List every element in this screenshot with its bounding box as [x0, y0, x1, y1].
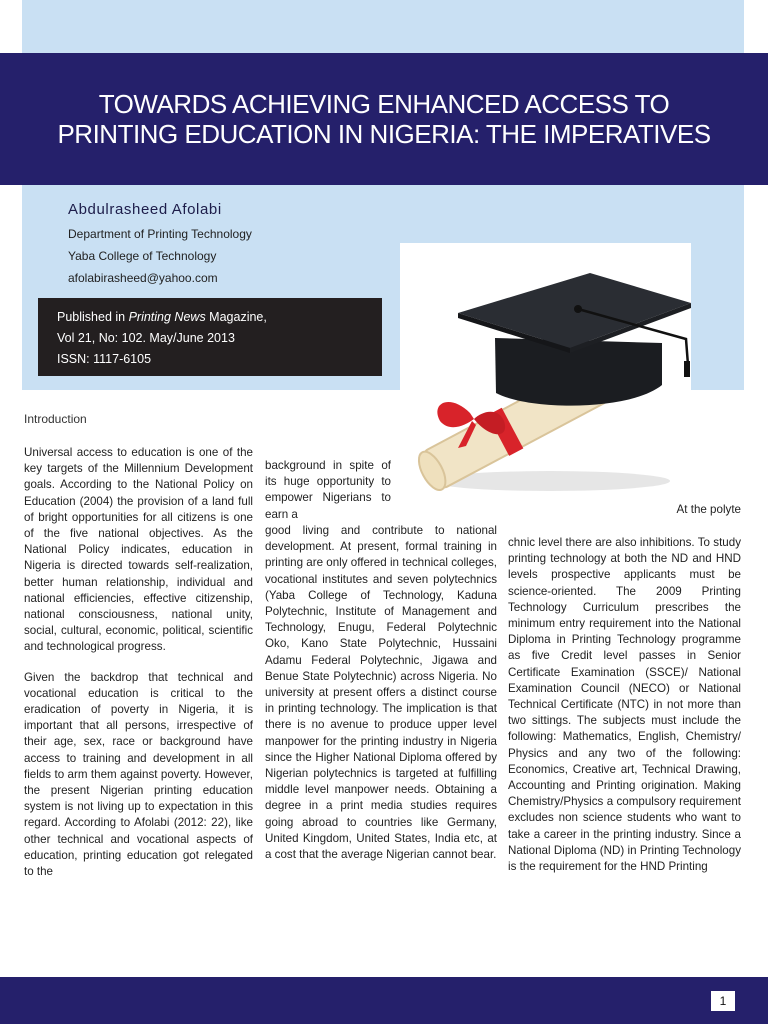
col1-paragraph-2: Given the backdrop that technical and vocational education is critical to the eradication of poverty in Nigeria, it is important that all persons, irrespective of their age, sex, race or background have access to training and development in all fields to arm them against poverty. However, the present Nigerian printing education system is not living up to expectation in this regard. According to Afolabi (2012: 22), like other technical and vocational aspects of education, printing education got relegated to the — [24, 670, 253, 879]
title-line-2: PRINTING EDUCATION IN NIGERIA: THE IMPERATIVES — [57, 119, 711, 149]
title-banner — [0, 53, 768, 185]
graduation-cap-icon — [400, 243, 691, 500]
publication-prefix: Published in — [57, 310, 129, 324]
author-department: Department of Printing Technology — [68, 227, 252, 241]
col3-text-part1: At the polyte — [676, 503, 741, 516]
column-1 — [24, 445, 253, 894]
publication-line-1 — [57, 307, 382, 328]
publication-suffix: Magazine, — [205, 310, 267, 324]
page-number: 1 — [711, 991, 735, 1011]
author-college: Yaba College of Technology — [68, 249, 217, 263]
author-name: Abdulrasheed Afolabi — [68, 201, 222, 218]
col1-paragraph-1: Universal access to education is one of the key targets of the Millennium Development goals. According to the National Policy on Education (2004) the provision of a land full of bright opportunities for all citizens is one of the five national objectives. As the National Policy indicates, education in Nigeria is directed towards self-realization, better human relationship, individual and national efficiencies, effective citizenship, national consciousness, national unity, social, cultural, economic, political, scientific and technological progress. — [24, 446, 253, 654]
col2-text-part2: good living and contribute to national development. At present, formal training in printing are only offered in technical colleges, vocational institutes and seven polytechnics (Yaba College of Technology, Kaduna Polytechnic, Institute of Management and Technology, Enugu, Federal Polytechnic Oko, Kano State Polytechnic, Hussaini Adamu Federal Polytechnic, Jigawa and Benue State Polytechnic) across Nigeria. No university at present offers a distinct course in printing technology. The implication is that there is no avenue to produce upper level manpower for the printing industry in Nigeria since the Higher National Diploma offered by Nigerian polytechnics is targeted at fulfilling middle level manpower needs. Obtaining a degree in a print media studies requires going abroad to countries like Germany, United Kingdom, United States, India etc, at a cost that the average Nigerian cannot bear. — [265, 524, 497, 862]
section-heading: Introduction — [24, 412, 87, 426]
publication-issn: ISSN: 1117-6105 — [57, 352, 152, 366]
magazine-name: Printing News — [128, 310, 206, 324]
author-email: afolabirasheed@yahoo.com — [68, 271, 218, 285]
footer-bar — [0, 977, 768, 1024]
graduation-cap-diploma-image — [400, 243, 691, 500]
publication-volume: Vol 21, No: 102. May/June 2013 — [57, 331, 235, 345]
publication-info-box — [38, 298, 382, 376]
col3-text-part2: chnic level there are also inhibitions. To study printing technology at both the ND and HND levels prospective applicants must be science-oriented. The 2009 Printing Technology Curriculum prescribes the minimum entry requirement into the National Diploma in Printing Technology programme as five Credit level passes in Senior Certificate Examination (SSCE)/ National Examination Council (NECO) or National Technical Certificate (NTC) in not more than two sittings. The subjects must include the following: Mathematics, English, Chemistry/ Physics and any two of the following: Economics, Creative art, Technical Drawing, Accounting and Printing origination. Making Chemistry/Physics a compulsory requirement excludes non science students who want to take a career in the printing industry. Since a National Diploma (ND) in Printing Technology is the requirement for the HND Printing — [508, 536, 741, 874]
title-line-1: TOWARDS ACHIEVING ENHANCED ACCESS TO — [98, 89, 670, 119]
col2-text-part1: background in spite of its huge opportunity to empower Nigerians to earn a — [265, 459, 391, 521]
